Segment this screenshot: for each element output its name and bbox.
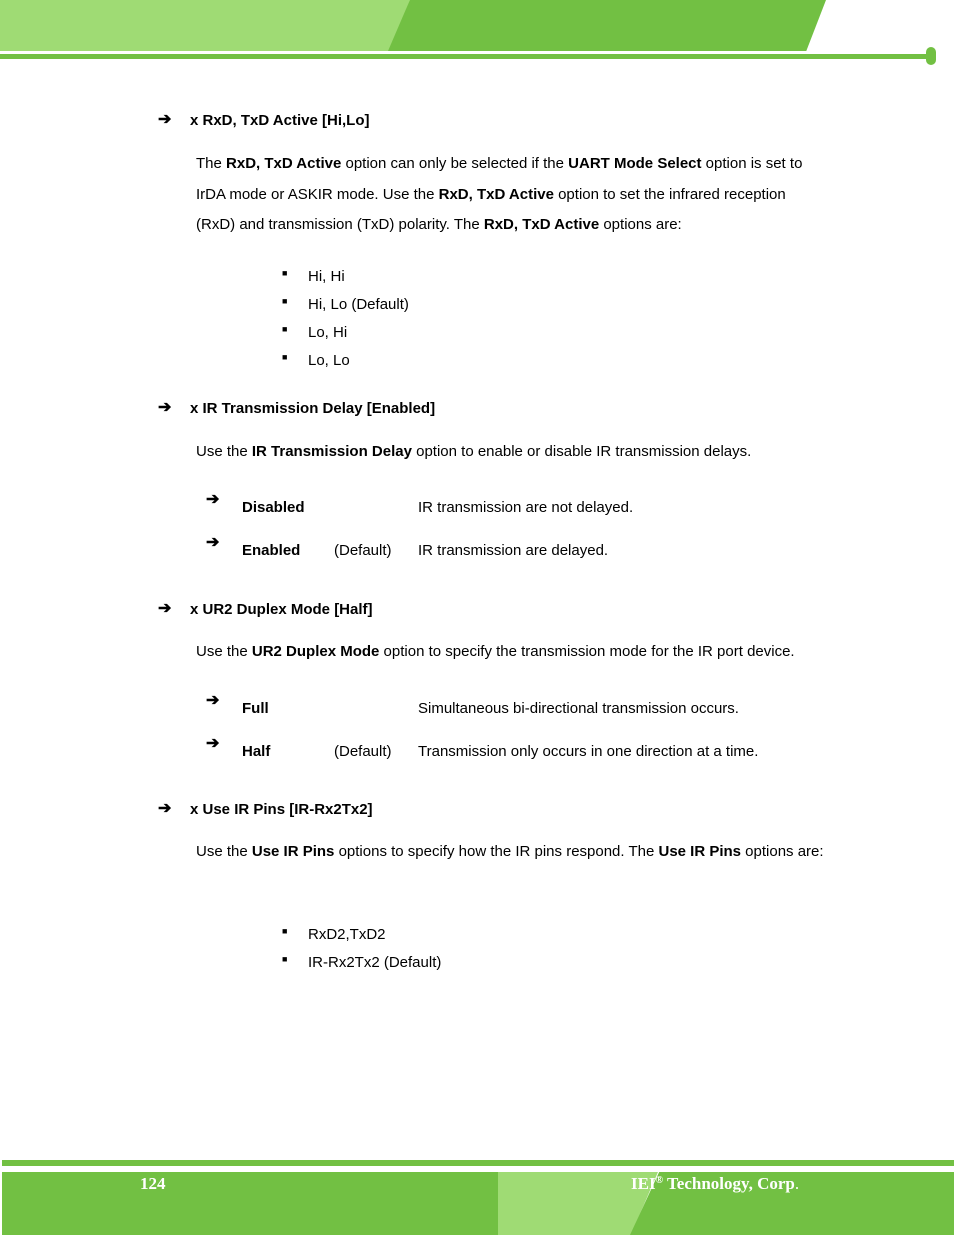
square-bullet-icon: ■ (282, 324, 288, 334)
option-name-full: Full (242, 700, 269, 717)
company-name-dot: . (794, 1174, 800, 1193)
header-banner-dark (388, 0, 826, 51)
list-item: IR-Rx2Tx2 (Default) (308, 954, 442, 971)
header-banner-light (0, 0, 410, 51)
square-bullet-icon: ■ (282, 352, 288, 362)
section-heading-ir-delay: x IR Transmission Delay [Enabled] (190, 400, 436, 417)
registered-mark: ® (655, 1175, 664, 1186)
company-name (631, 1174, 799, 1194)
list-item: Hi, Lo (Default) (308, 296, 409, 313)
square-bullet-icon: ■ (282, 926, 288, 936)
option-name-enabled: Enabled (242, 542, 301, 559)
paragraph-text: option to specify the transmission mode for the IR port device. (379, 643, 795, 660)
option-default: (Default) (334, 743, 392, 760)
section-heading-ir-pins: x Use IR Pins [IR-Rx2Tx2] (190, 801, 373, 818)
paragraph-text: options are: (599, 216, 682, 233)
company-brand: IEI (631, 1174, 656, 1193)
bold-term: IR Transmission Delay (251, 443, 412, 460)
right-arrow-icon: ➔ (158, 600, 172, 617)
list-item: RxD2,TxD2 (308, 926, 386, 943)
paragraph-text: option to enable or disable IR transmission delays. (411, 443, 752, 460)
bold-term: Use IR Pins (658, 843, 742, 860)
option-name-disabled: Disabled (242, 499, 305, 516)
paragraph-text: option to set the infrared reception (RxD) and transmission (TxD) polarity. The (196, 185, 786, 233)
option-description: IR transmission are not delayed. (418, 499, 634, 516)
paragraph-text: options are: (741, 843, 824, 860)
square-bullet-icon: ■ (282, 954, 288, 964)
list-item: Lo, Hi (308, 324, 348, 341)
section-paragraph-ir-pins (196, 837, 826, 868)
square-bullet-icon: ■ (282, 296, 288, 306)
paragraph-text: Use the (196, 443, 252, 460)
option-description: Simultaneous bi-directional transmission occurs. (418, 700, 739, 717)
section-heading-rxd-txd: x RxD, TxD Active [Hi,Lo] (190, 112, 370, 129)
footer-banner-left (2, 1172, 500, 1235)
right-arrow-icon: ➔ (158, 111, 172, 128)
paragraph-text: Use the (196, 643, 252, 660)
header-rule (0, 54, 930, 59)
option-description: IR transmission are delayed. (418, 542, 609, 559)
footer-rule (2, 1160, 954, 1166)
bold-term: Use IR Pins (251, 843, 335, 860)
right-arrow-icon: ➔ (206, 692, 220, 709)
right-arrow-icon: ➔ (206, 534, 220, 551)
bold-term: RxD, TxD Active (483, 216, 600, 233)
right-arrow-icon: ➔ (158, 399, 172, 416)
bold-term: RxD, TxD Active (226, 155, 342, 172)
paragraph-text: The (196, 155, 227, 172)
paragraph-text: options to specify how the IR pins respond. The (334, 843, 659, 860)
bold-term: UR2 Duplex Mode (251, 643, 380, 660)
option-name-half: Half (242, 743, 271, 760)
right-arrow-icon: ➔ (158, 800, 172, 817)
list-item: Hi, Hi (308, 268, 345, 285)
option-default: (Default) (334, 542, 392, 559)
section-paragraph-ir-delay (196, 437, 826, 468)
header-rule-end-cap (926, 47, 936, 65)
right-arrow-icon: ➔ (206, 735, 220, 752)
section-paragraph-duplex-mode (196, 637, 826, 668)
section-paragraph-rxd-txd (196, 149, 826, 241)
list-item: Lo, Lo (308, 352, 350, 369)
company-name-rest: Technology, Corp (663, 1174, 795, 1193)
square-bullet-icon: ■ (282, 268, 288, 278)
page-number: 124 (140, 1174, 166, 1193)
bold-term: RxD, TxD Active (438, 185, 554, 203)
bold-term: UART Mode Select (568, 155, 702, 172)
paragraph-text: option can only be selected if the (341, 155, 569, 172)
right-arrow-icon: ➔ (206, 491, 220, 508)
section-heading-duplex-mode: x UR2 Duplex Mode [Half] (190, 601, 373, 618)
paragraph-text: Use the (196, 843, 252, 860)
option-description: Transmission only occurs in one direction at a time. (418, 743, 759, 760)
paragraph-text: option is set to IrDA mode or ASKIR mode. Use the (196, 155, 803, 203)
